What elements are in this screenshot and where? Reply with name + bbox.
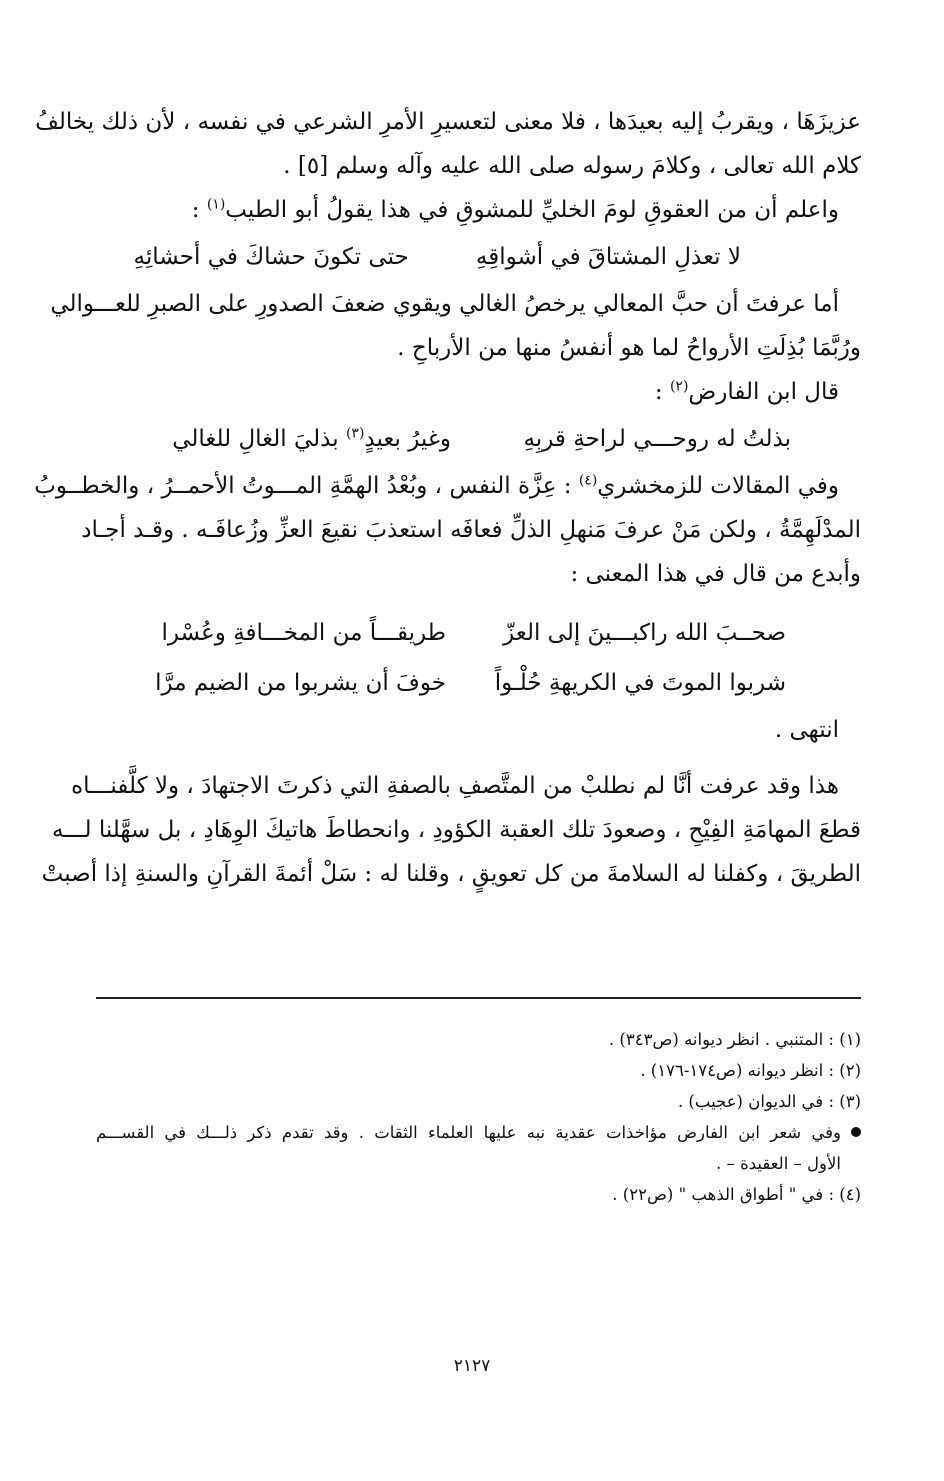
intaha: انتهى . [774,717,839,743]
verse-hemistich: لا تعذلِ المشتاقَ في أشواقِهِ [475,244,741,270]
zamakhshari-line: وفي المقالات للزمخشري$^{(٤)}$ : عِزَّة النفس ، وبُعْدُ الهمَّةِ المـــوتُ الأحمــرُ ، والخطــوبُ [34,472,839,499]
footnote: (٢) : انظر ديوانه (ص١٧٤-١٧٦) . [640,1061,861,1080]
body-line: هذا وقد عرفت أنَّا لم نطلبْ من المتَّصفِ بالصفةِ التي ذكرتَ الاجتهادَ ، ولا كلَّفنـــاه [71,773,839,799]
verse-line [96,232,861,282]
body-line: وأبدع من قال في هذا المعنى : [570,561,861,587]
body-line: المدْلَهِمَّةُ ، ولكن مَنْ عرفَ مَنهلِ الذلِّ فعافَه استعذبَ نقيعَ العزِّ وزُعافَـه . وقـد أجـاد [81,517,861,543]
footnote-bullet [96,1117,861,1179]
footnote-ref[interactable]: (١) [206,196,226,213]
body-line: الطريقَ ، وكفلنا له السلامةَ من كل تعويقٍ ، وقلنا له : سَلْ أئمةَ القرآنِ والسنةِ إذا أصبتْ [41,861,861,887]
body-line: عزيزَهَا ، ويقربُ إليه بعيدَها ، فلا معنى لتعسيرِ الأمرِ الشرعي في نفسه ، لأن ذلك يخالفُ [35,109,861,135]
verse-hemistich: خوفَ أن يشربوا من الضيم مرَّا [155,670,446,696]
footnote: (٤) : في " أطواق الذهب " (ص٢٢) . [612,1185,861,1204]
ibn-farid-intro: قال ابن الفارض$^{(٢)}$ : [654,378,839,405]
verse-hemistich: حتى تكونَ حشاكَ في أحشائِهِ [133,244,409,270]
body-line: أما عرفتَ أن حبَّ المعالي يرخصُ الغالي ويقوي ضعفَ الصدورِ على الصبرِ للعـــوالي [50,291,839,317]
abu-tayyib-intro: واعلم أن من العقوقِ لومَ الخليِّ للمشوقِ في هذا يقولُ أبو الطيب$^{(١)}$ : [191,196,839,223]
footnote-bullet-line: الأول – العقيدة – . [716,1154,841,1173]
footnote: (٣) : في الديوان (عجيب) . [677,1092,861,1111]
verse-hemistich: بذلتُ له روحـــي لراحةِ قربِهِ [523,426,791,452]
body-line: كلام الله تعالى ، وكلامَ رسوله صلى الله عليه وآله وسلم [٥] . [283,153,861,179]
footnote-ref[interactable]: (٢) [669,378,689,395]
verse-line [96,414,861,464]
verse-hemistich: وغيرُ بعيدٍ$^{(٣)}$ بذليَ الغالِ للغالي [172,425,451,452]
footnote: (١) : المتنبي . انظر ديوانه (ص٣٤٣) . [608,1030,861,1049]
verse-hemistich: شربوا الموتَ في الكريهةِ حُلْـواً [494,670,786,696]
footnote-bullet-line: وفي شعر ابن الفارض مؤاخذات عقدية نبه عليها العلماء الثقات . وقد تقدم ذكر ذلـــك في القســـم [96,1123,841,1142]
body-line: قطعَ المهامَةِ الفِيْحِ ، وصعودَ تلك العقبة الكؤودِ ، وانحطاطَ هاتيكَ الوِهَادِ ، بل سهَّلنا لـــه [51,817,861,843]
main-text [34,100,861,896]
verse-line [96,658,861,708]
page-number: ٢١٢٧ [453,1356,491,1376]
footnote-ref[interactable]: (٣) [345,425,365,442]
footnote-divider [96,997,861,999]
footnote-ref[interactable]: (٤) [578,472,598,489]
verse-line [96,608,861,658]
verse-hemistich: صحــبَ الله راكبـــينَ إلى العزّ [503,620,786,646]
bullet-icon [851,1127,861,1137]
verse-hemistich: طريقـــاً من المخـــافةِ وعُسْرا [161,620,446,646]
body-line: ورُبَّمَا بُذِلَتِ الأرواحُ لما هو أنفسُ منها من الأرباحِ . [397,335,861,361]
footnotes [96,1024,861,1210]
